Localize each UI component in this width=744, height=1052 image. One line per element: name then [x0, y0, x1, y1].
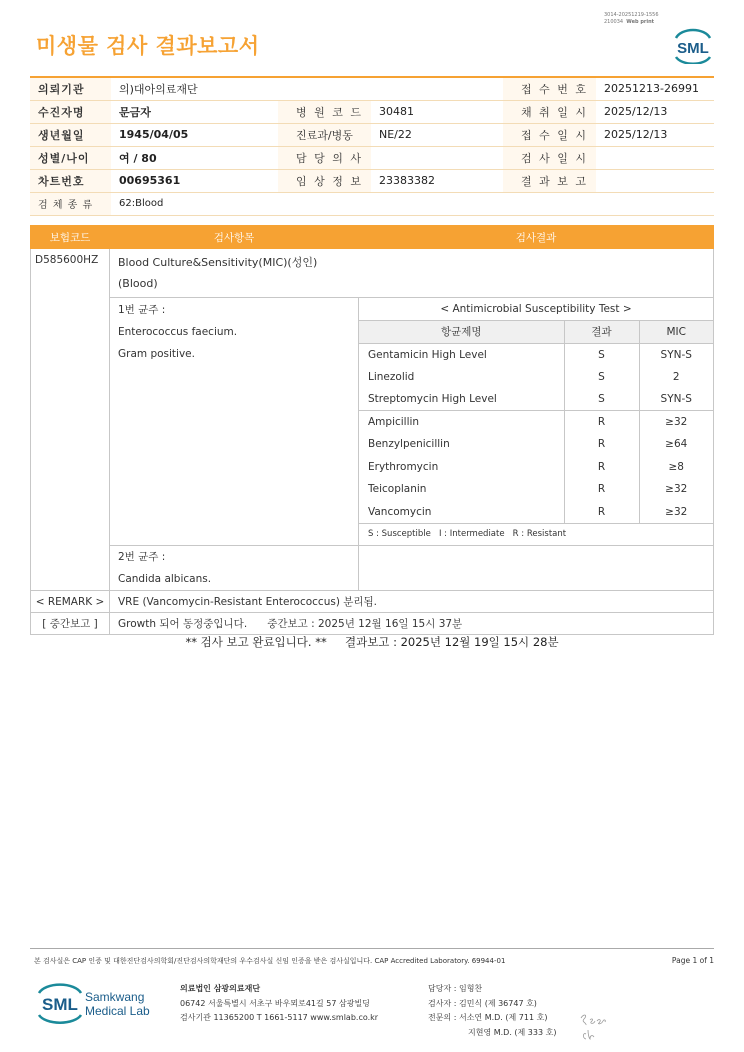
- organism-2-name: Candida albicans.: [118, 573, 212, 585]
- organism-1-gram: Gram positive.: [118, 348, 195, 360]
- test-item-name: Blood Culture&Sensitivity(MIC)(성인): [118, 256, 318, 269]
- sexage-value: 여 / 80: [111, 146, 278, 169]
- staff-line: 지현영 M.D. (제 333 호): [468, 1027, 557, 1037]
- organism-1-label: 1번 균주 :: [118, 304, 166, 316]
- ast-result: R: [564, 433, 639, 456]
- ast-col-result: 결과: [564, 321, 639, 344]
- dept-value: NE/22: [371, 123, 503, 146]
- organism-2-label: 2번 균주 :: [118, 551, 166, 563]
- sml-footer-logo: [36, 980, 156, 1026]
- col-code-header: 보험코드: [31, 226, 110, 249]
- collect-date-label: 채 취 일 시: [503, 100, 596, 123]
- ast-mic: SYN-S: [639, 343, 713, 366]
- hospital-code-label: 병 원 코 드: [278, 100, 371, 123]
- svg-text:Samkwang: Samkwang: [85, 990, 145, 1004]
- ast-title-row: [359, 298, 713, 321]
- svg-text:SML: SML: [42, 995, 78, 1014]
- ast-result: R: [564, 456, 639, 479]
- ast-result: S: [564, 388, 639, 411]
- staff-line: 검사자 : 김민식 (제 36747 호): [428, 998, 537, 1008]
- ast-legend-row: [359, 523, 713, 545]
- footer-divider: [30, 948, 714, 949]
- receipt-no-value: 20251213-26991: [596, 77, 714, 100]
- ast-row: [359, 388, 713, 411]
- patient-info-table: [30, 76, 714, 216]
- info-row: [30, 146, 714, 169]
- ast-result: R: [564, 501, 639, 524]
- staff-line: 담당자 : 임형찬: [428, 984, 483, 993]
- ast-row: [359, 501, 713, 524]
- chart-value: 00695361: [111, 169, 278, 192]
- test-item-specimen: (Blood): [118, 277, 158, 290]
- ast-drug: Gentamicin High Level: [368, 348, 487, 361]
- requester-value: 의)대아의료재단: [111, 77, 503, 100]
- report-value: [596, 169, 714, 192]
- ast-drug: Erythromycin: [368, 460, 439, 473]
- ast-row: [359, 411, 713, 434]
- test-date-value: [596, 146, 714, 169]
- ast-drug: Vancomycin: [368, 505, 432, 518]
- patient-value: 문금자: [111, 100, 278, 123]
- ast-col-mic: MIC: [639, 321, 713, 344]
- organism-2: [110, 546, 359, 591]
- receipt-no-label: 접 수 번 호: [503, 77, 596, 100]
- company-info: [180, 982, 378, 1026]
- organism-1: [110, 298, 359, 546]
- test-date-label: 검 사 일 시: [503, 146, 596, 169]
- ast-mic: ≥32: [639, 501, 713, 524]
- receipt-date-value: 2025/12/13: [596, 123, 714, 146]
- ast-col-drug: 항균제명: [359, 321, 564, 344]
- ast-mic: ≥32: [639, 478, 713, 501]
- receipt-date-label: 접 수 일 시: [503, 123, 596, 146]
- remark-row: [31, 591, 714, 613]
- signature: [578, 1010, 612, 1042]
- staff-info: [428, 982, 556, 1040]
- sexage-label: 성별/나이: [30, 146, 111, 169]
- ast-mic: SYN-S: [639, 388, 713, 411]
- ast-mic: ≥8: [639, 456, 713, 479]
- company-contact: 검사기관 11365200 T 1661-5117 www.smlab.co.kr: [180, 1013, 379, 1022]
- ast-result: R: [564, 478, 639, 501]
- print-code: [604, 12, 659, 26]
- col-result-header: 검사결과: [359, 226, 714, 249]
- page-number: Page 1 of 1: [671, 956, 714, 965]
- ast-result: R: [564, 411, 639, 434]
- dept-label: 진료과/병동: [278, 123, 371, 146]
- doctor-value: [371, 146, 503, 169]
- interim-label: [ 중간보고 ]: [31, 613, 110, 635]
- print-code-line-1: 3014-20251219-1556: [604, 12, 659, 18]
- ast-title: < Antimicrobial Susceptibility Test >: [359, 298, 713, 321]
- info-row: [30, 192, 714, 215]
- ast-drug: Linezolid: [368, 370, 415, 383]
- company-name: 의료법인 삼광의료재단: [180, 984, 261, 993]
- doctor-label: 담 당 의 사: [278, 146, 371, 169]
- chart-label: 차트번호: [30, 169, 111, 192]
- accreditation-note: 본 검사실은 CAP 인증 및 대한진단검사의학회/진단검사의학재단의 우수검사실 신임 인증을 받은 검사실입니다. CAP Accredited Laboratory. 69944-01: [34, 957, 506, 965]
- insurance-code: D585600HZ: [31, 249, 110, 591]
- specimen-value: 62:Blood: [111, 192, 714, 215]
- specimen-label: 검 체 종 류: [30, 192, 111, 215]
- info-row: [30, 123, 714, 146]
- hospital-code-value: 30481: [371, 100, 503, 123]
- collect-date-value: 2025/12/13: [596, 100, 714, 123]
- ast-row: [359, 433, 713, 456]
- ast-table: [359, 298, 713, 545]
- ast-panel: [359, 298, 714, 546]
- clinical-value: 23383382: [371, 169, 503, 192]
- ast-row: [359, 343, 713, 366]
- ast-mic: ≥32: [639, 411, 713, 434]
- organism-2-row: [31, 546, 714, 591]
- ast-legend: S : Susceptible I : Intermediate R : Resistant: [359, 523, 713, 545]
- ast-row: [359, 478, 713, 501]
- info-row: [30, 77, 714, 100]
- requester-label: 의뢰기관: [30, 77, 111, 100]
- staff-line: 전문의 : 서소연 M.D. (제 711 호): [428, 1013, 548, 1022]
- ast-row: [359, 366, 713, 389]
- test-item: [110, 249, 714, 298]
- remark-label: < REMARK >: [31, 591, 110, 613]
- page-title: 미생물 검사 결과보고서: [36, 34, 260, 58]
- print-code-line-2: 210034: [604, 19, 624, 25]
- organism-2-result: [359, 546, 714, 591]
- ast-mic: 2: [639, 366, 713, 389]
- clinical-label: 임 상 정 보: [278, 169, 371, 192]
- info-row: [30, 169, 714, 192]
- ast-drug: Streptomycin High Level: [368, 393, 497, 405]
- final-report-line: ** 검사 보고 완료입니다. ** 결과보고 : 2025년 12월 19일 15시 28분: [185, 635, 559, 649]
- results-table: [30, 225, 714, 635]
- ast-row: [359, 456, 713, 479]
- ast-header-row: [359, 321, 713, 344]
- ast-drug: Benzylpenicillin: [368, 438, 450, 451]
- ast-result: S: [564, 366, 639, 389]
- birth-value: 1945/04/05: [111, 123, 278, 146]
- remark-text: VRE (Vancomycin-Resistant Enterococcus) 분리됨.: [110, 591, 714, 613]
- info-row: [30, 100, 714, 123]
- sml-logo: [670, 26, 716, 64]
- report-label: 결 과 보 고: [503, 169, 596, 192]
- col-item-header: 검사항목: [110, 226, 359, 249]
- organism-1-row: [31, 298, 714, 546]
- company-address: 06742 서울특별시 서초구 바우뫼로41길 57 삼광빌딩: [180, 998, 370, 1008]
- svg-text:SML: SML: [677, 40, 709, 57]
- test-row: [31, 249, 714, 298]
- print-label: Web print: [626, 19, 655, 25]
- birth-label: 생년월일: [30, 123, 111, 146]
- ast-drug: Teicoplanin: [368, 483, 427, 496]
- ast-mic: ≥64: [639, 433, 713, 456]
- organism-1-name: Enterococcus faecium.: [118, 326, 238, 338]
- ast-result: S: [564, 343, 639, 366]
- patient-label: 수진자명: [30, 100, 111, 123]
- interim-text: Growth 되어 동정중입니다. 중간보고 : 2025년 12월 16일 15시 37분: [110, 613, 714, 635]
- svg-text:Medical Lab: Medical Lab: [85, 1004, 150, 1018]
- results-header: [31, 226, 714, 249]
- interim-row: [31, 613, 714, 635]
- ast-drug: Ampicillin: [359, 411, 564, 434]
